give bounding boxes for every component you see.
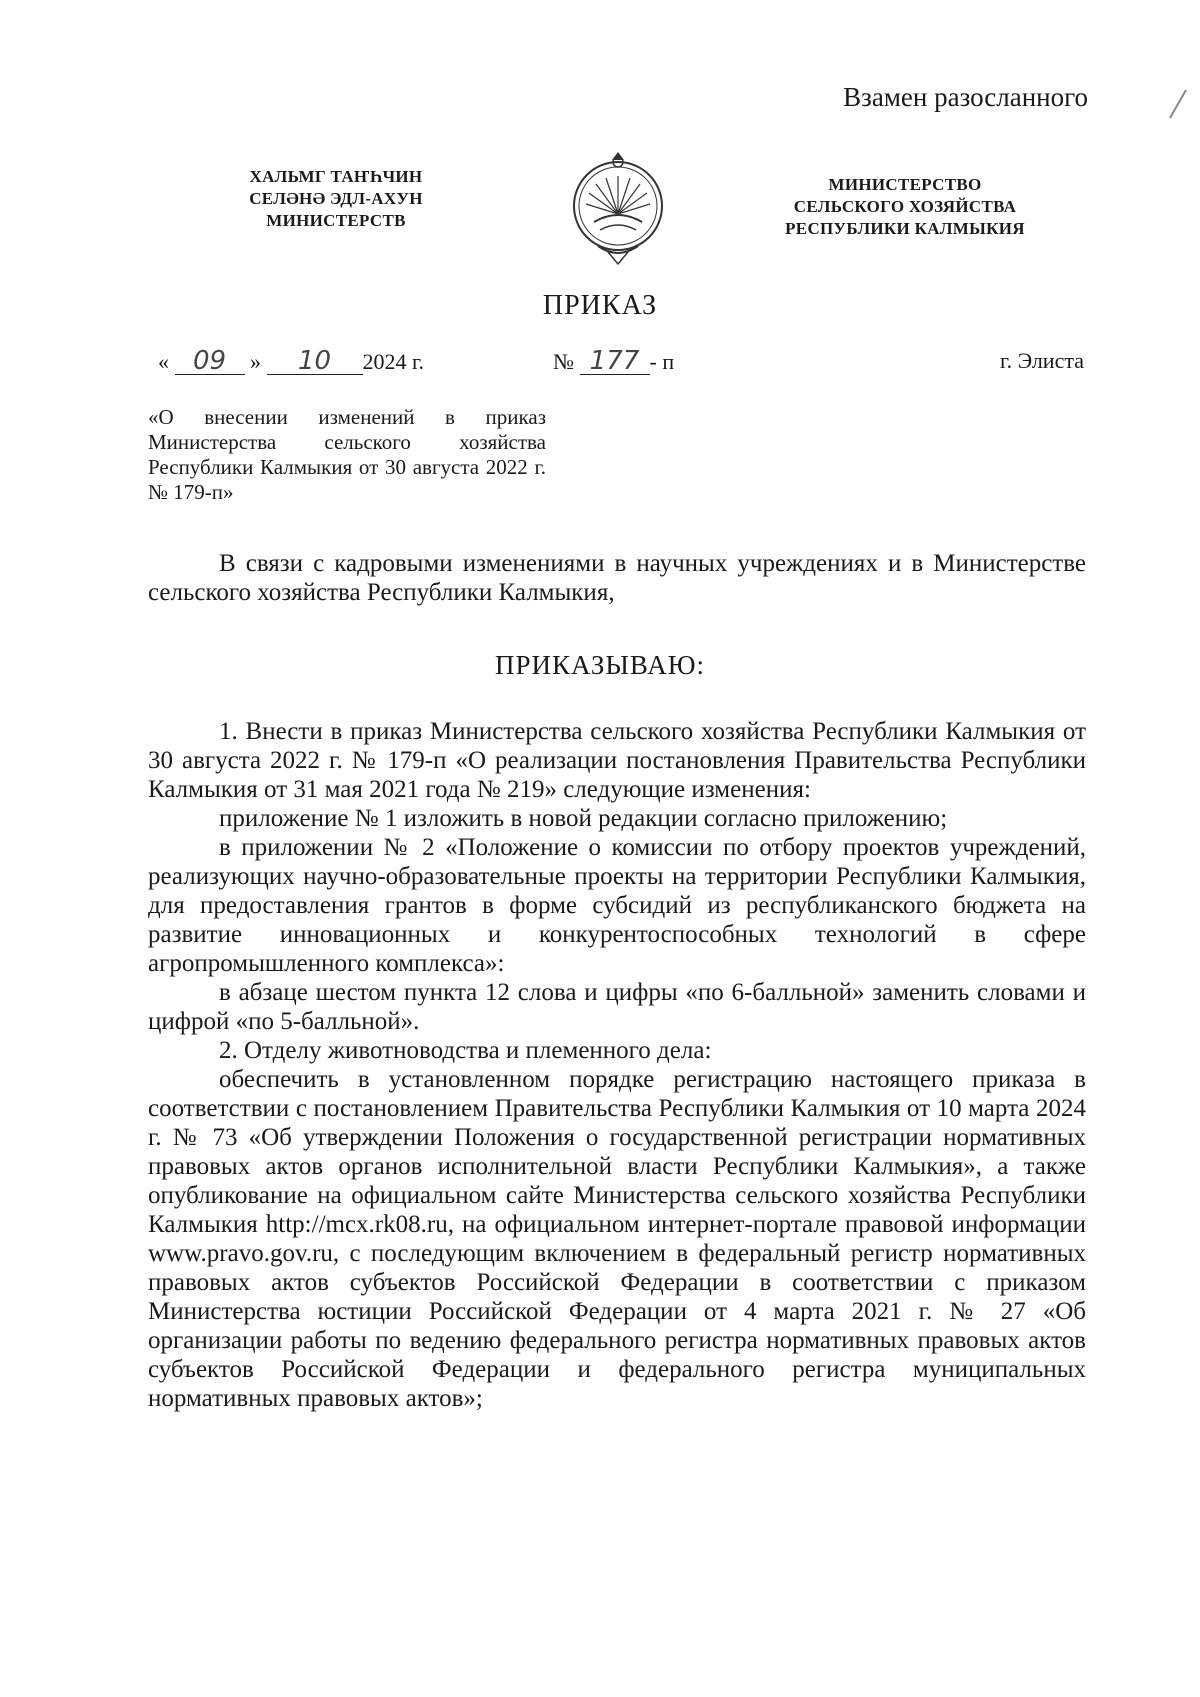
date-day: 09 — [175, 348, 245, 375]
paragraph: обеспечить в установленном порядке регистрацию настоящего приказа в соответствии с постановлением Правительства Республики Калмыкия от 10 марта 2024 г. № 73 «Об утверждении Положения о государственной регистрации нормативных правовых актов органов исполнительной власти Республики Калмыкия», а также опубликование на официальном сайте Министерства сельского хозяйства Республики Калмыкия http://mcx.rk08.ru, на официальном интернет-портале правовой информации www.pravo.gov.ru, с последующим включением в федеральный регистр нормативных правовых актов субъектов Российской Федерации в соответствии с приказом Министерства юстиции Российской Федерации от 4 марта 2021 г. № 27 «Об организации работы по ведению федерального регистра нормативных правовых актов субъектов Российской Федерации и федерального регистра муниципальных нормативных правовых актов»; — [148, 1066, 1086, 1412]
header-right-line: РЕСПУБЛИКИ КАЛМЫКИЯ — [785, 219, 1025, 238]
order-city: г. Элиста — [1000, 348, 1084, 373]
order-body — [148, 717, 1086, 1413]
coat-of-arms-icon — [568, 148, 668, 268]
intro-paragraph: В связи с кадровыми изменениями в научных учреждениях и в Министерстве сельского хозяйства Республики Калмыкия, — [148, 550, 1086, 606]
number-prefix: № — [553, 349, 574, 374]
order-date — [158, 348, 424, 375]
date-month: 10 — [267, 348, 363, 375]
document-title: ПРИКАЗ — [542, 290, 658, 321]
header-right-line: СЕЛЬСКОГО ХОЗЯЙСТВА — [793, 197, 1017, 216]
intro-text — [148, 549, 1086, 607]
header-left-line: МИНИСТЕРСТВ — [266, 211, 406, 230]
number-suffix: - п — [649, 349, 675, 374]
pen-mark-icon — [1166, 88, 1188, 122]
paragraph: 2. Отделу животноводства и племенного дела: — [219, 1037, 712, 1064]
date-year: 2024 г. — [362, 349, 425, 374]
header-right-russian — [760, 174, 1050, 240]
paragraph: приложение № 1 изложить в новой редакции согласно приложению; — [219, 805, 948, 832]
date-open-quote: « — [158, 349, 169, 374]
reissue-note: Взамен разосланного — [843, 82, 1088, 112]
date-close-quote: » — [250, 349, 261, 374]
decree-word: ПРИКАЗЫВАЮ: — [495, 650, 705, 680]
paragraph: 1. Внести в приказ Министерства сельского хозяйства Республики Калмыкия от 30 августа 2022 г. № 179-п «О реализации постановления Правительства Республики Калмыкия от 31 мая 2021 года № 219» следующие изменения: — [148, 718, 1086, 803]
order-subject: «О внесении изменений в приказ Министерства сельского хозяйства Республики Калмыкия от 30 августа 2022 г. № 179-п» — [148, 405, 546, 504]
header-left-line: ХАЛЬМГ ТАҤҺЧИН — [249, 167, 423, 186]
header-left-line: СЕЛӘНӘ ЭДЛ-АХУН — [249, 189, 423, 208]
order-number — [553, 348, 674, 375]
header-left-kalmyk — [226, 166, 446, 232]
paragraph: в абзаце шестом пункта 12 слова и цифры «по 6-балльной» заменить словами и цифрой «по 5-балльной». — [148, 979, 1086, 1035]
number-value: 177 — [580, 348, 650, 375]
paragraph: в приложении № 2 «Положение о комиссии по отбору проектов учреждений, реализующих научно-образовательные проекты на территории Республики Калмыкия, для предоставления грантов в форме субсидий из республиканского бюджета на развитие инновационных и конкурентоспособных технологий в сфере агропромышленного комплекса»: — [148, 834, 1086, 977]
header-right-line: МИНИСТЕРСТВО — [828, 175, 982, 194]
